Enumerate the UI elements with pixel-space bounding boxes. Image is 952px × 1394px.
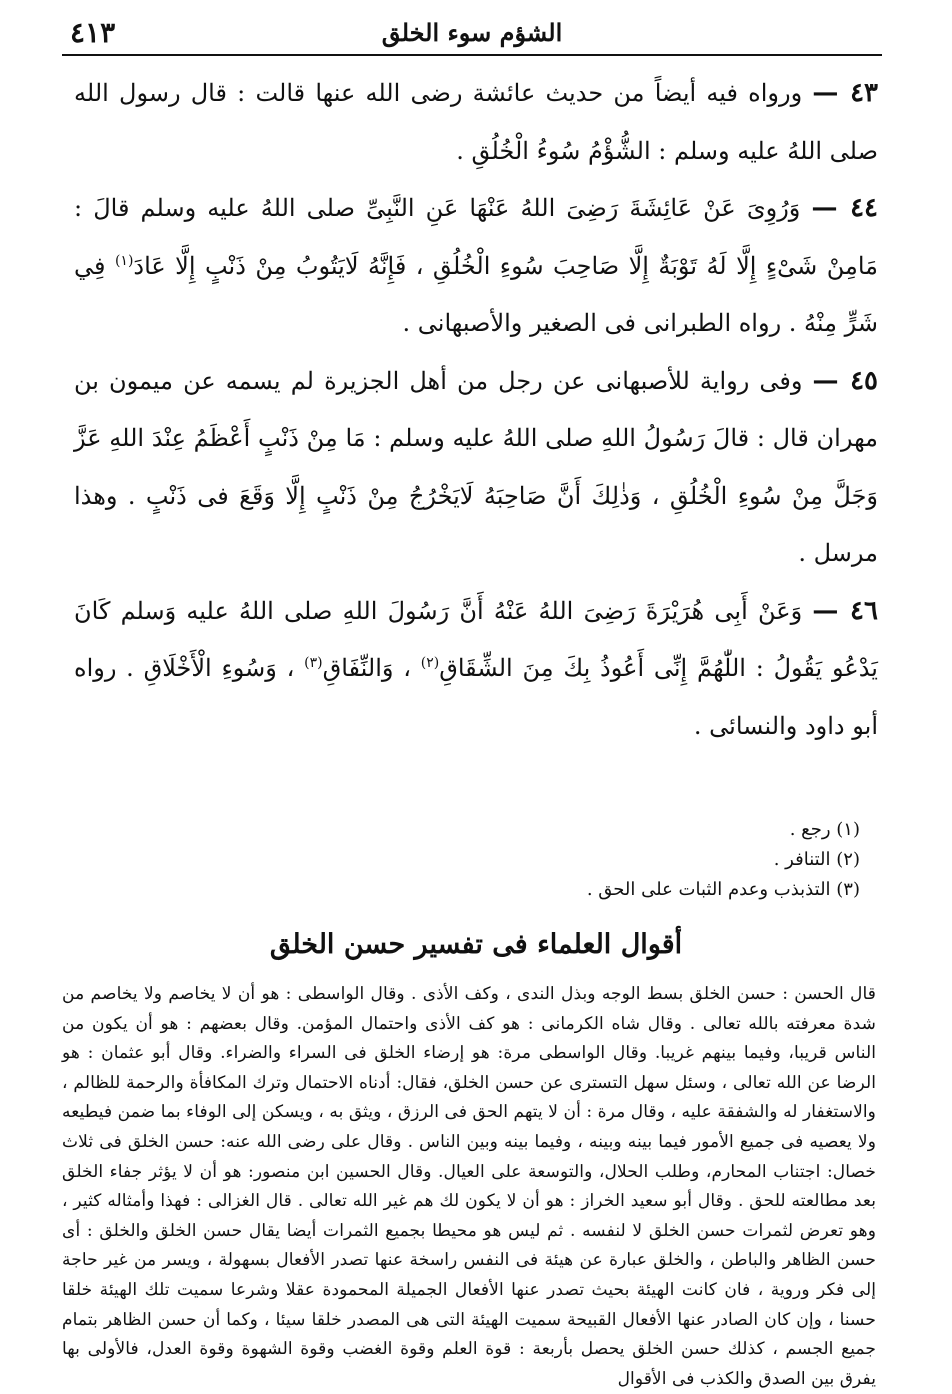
hadith-number: ٤٣ — bbox=[812, 78, 878, 108]
hadith-text: فِي شَرٍّ مِنْهُ . رواه الطبرانى فى الصغير والأصبهانى . bbox=[74, 251, 878, 337]
hadith-text: وَعَنْ أَبِى هُرَيْرَةَ رَضِىَ اللهُ عَنْهُ أَنَّ رَسُولَ اللهِ صلى اللهُ عليه وَسلم كَانَ يَدْعُو يَقُولُ : اللّٰهُمَّ إِنِّى أَعُوذُ بِكَ مِنَ الشِّقَاقِ bbox=[74, 596, 878, 682]
hadith-list bbox=[62, 65, 890, 755]
hadith-number: ٤٥ — bbox=[812, 365, 878, 396]
footnote-2: (٢) التنافر . bbox=[773, 849, 860, 870]
hadith-number: ٤٤ — bbox=[811, 193, 878, 223]
footnote-marker: (٣) bbox=[304, 655, 323, 671]
hadith-45 bbox=[62, 353, 890, 583]
hadith-46 bbox=[62, 583, 890, 756]
hadith-text: ورواه فيه أيضاً من حديث عائشة رضى الله عنها قالت : قال رسول الله صلى اللهُ عليه وسلم : الشُّؤْمُ سُوءُ الْخُلُقِ . bbox=[74, 79, 878, 165]
hadith-43 bbox=[62, 65, 890, 180]
footnote-marker: (١) bbox=[114, 252, 134, 269]
section-heading: أقوال العلماء فى تفسير حسن الخلق bbox=[269, 929, 683, 960]
section-body: قال الحسن : حسن الخلق بسط الوجه وبذل الندى ، وكف الأذى . وقال الواسطى : هو أن لا يخاصم ولا يخاصم من شدة معرفته بالله تعالى . وقال شاه الكرمانى : هو كف الأذى واحتمال المؤمن. وقال بعضهم : هو أن يكون من الناس قريبا، وفيما بينهم غريبا. وقال الواسطى مرة: هو إرضاء الخلق فى السراء والضراء. وقال أبو عثمان : هو الرضا عن الله تعالى ، وسئل سهل التسترى عن حسن الخلق، فقال: أدناه الاحتمال وترك المكافأة والرحمة للظالم ، والاستغفار له والشفقة عليه ، وقال مرة : أن لا يتهم الحق فى الرزق ، ويثق به ، ويسكن إلى الوفاء بما ضمن فيطيعه ولا يعصيه فى جميع الأمور فيما بينه وبينه ، وفيما بينه وبين الناس . وقال على رضى الله عنه: حسن الخلق فى ثلاث خصال: اجتناب المحارم، وطلب الحلال، والتوسعة على العيال. وقال الحسين ابن منصور: هو أن لا يؤثر جفاء الخلق بعد مطالعته للحق . وقال أبو سعيد الخراز : هو أن لا يكون لك هم غير الله تعالى . قال الغزالى : فهذا وأمثاله كثير ، وهو تعرض لثمرات حسن الخلق لا لنفسه . ثم ليس هو محيطا بجميع الثمرات أيضا يقال حسن الخلق والخلق : أى حسن الظاهر والباطن ، والخلق عبارة عن هيئة فى النفس راسخة عنها تصدر الأفعال بسهولة ، ويسر من غير حاجة إلى فكر وروية ، فان كانت الهيئة بحيث تصدر عنها الأفعال الجميلة المحمودة عقلا وشرعا سميت تلك الهيئة خلقا حسنا ، وإن كان الصادر عنها الأفعال القبيحة سميت الهيئة التى هى المصدر خلقا سيئا ، وكما أن حسن الظاهر بتمام جميع الجسم ، كذلك حسن الخلق يحصل بأربعة : قوة العلم وقوة الغضب وقوة الشهوة وقوة العدل، فالأولى بها يفرق بين الصدق والكذب فى الأقوال bbox=[62, 984, 876, 1389]
hadith-text: ، وَالنِّفَاقِ bbox=[322, 654, 412, 682]
hadith-text: ، وَسُوءِ الْأَخْلَاقِ . رواه أبو داود والنسائى . bbox=[74, 654, 878, 740]
hadith-number: ٤٦ — bbox=[812, 595, 878, 626]
page-header bbox=[62, 10, 882, 56]
footnote-marker: (٢) bbox=[420, 655, 440, 671]
hadith-text: وَرُوِىَ عَنْ عَائِشَةَ رَضِىَ اللهُ عَنْهَا عَنِ النَّبِىِّ صلى اللهُ عليه وسلم قالَ : مَامِنْ شَىْءٍ إِلَّا لَهُ تَوْبَةٌ إِلَّا صَاحِبَ سُوءِ الْخُلُقِ ، فَإِنَّهُ لَايَتُوبُ مِنْ ذَنْبٍ إِلَّا عَادَ bbox=[74, 194, 878, 280]
hadith-text: وفى رواية للأصبهانى عن رجل من أهل الجزيرة لم يسمه عن ميمون بن مهران قال : قالَ رَسُولُ اللهِ صلى اللهُ عليه وسلم : مَا مِنْ ذَنْبٍ أَعْظَمُ عِنْدَ اللهِ عَزَّ وَجَلَّ مِنْ سُوءِ الْخُلُقِ ، وَذٰلِكَ أَنَّ صَاحِبَهُ لَايَخْرُجُ مِنْ ذَنْبٍ إِلَّا وَقَعَ فى ذَنْبٍ . وهذا مرسل . bbox=[74, 366, 878, 567]
footnote-3: (٣) التذبذب وعدم الثبات على الحق . bbox=[586, 879, 860, 900]
hadith-44 bbox=[62, 180, 890, 353]
page-number: ٤١٣ bbox=[70, 16, 116, 49]
running-title: الشؤم سوء الخلق bbox=[381, 17, 563, 47]
footnotes bbox=[62, 815, 890, 905]
footnote-1: (١) رجع . bbox=[789, 819, 860, 840]
